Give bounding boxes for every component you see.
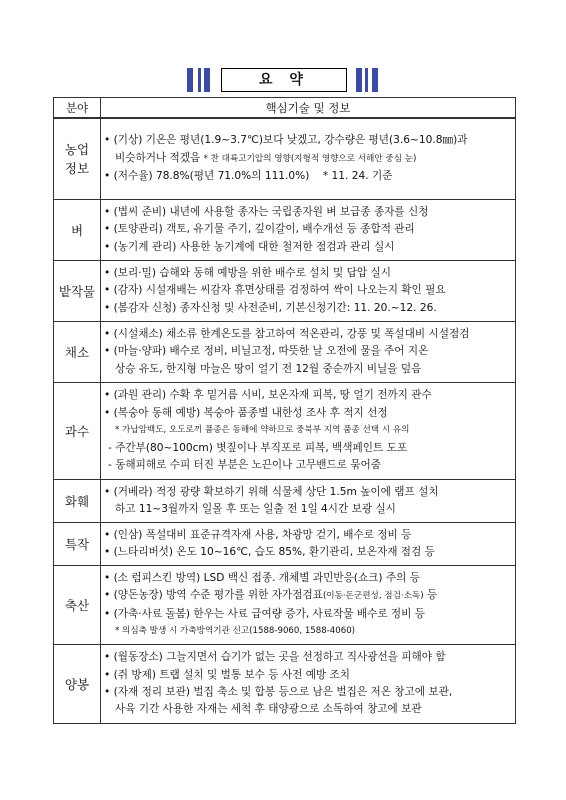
content-text: • (양돈농장) 방역 수준 평가를 위한 자가점검표 xyxy=(104,589,323,602)
content-line: • (기상) 기온은 평년(1.9~3.7℃)보다 낮겠고, 강수량은 평년(3.6~10.8㎜)과 xyxy=(104,134,468,147)
content-note: (이동·돈군편성, 점검·소독) xyxy=(322,591,424,602)
title-decoration-bar xyxy=(372,68,378,92)
row-content xyxy=(101,645,516,724)
content-line: • (토양관리) 객토, 유기물 주기, 깊이갈이, 배수개선 등 종합적 관리 xyxy=(104,223,415,236)
title-decoration-bar xyxy=(198,68,201,92)
content-line: - 주간부(80~100cm) 볏짚이나 부직포로 피복, 백색페인트 도포 xyxy=(108,441,408,454)
category-label: 농업 정보 xyxy=(64,142,90,176)
content-line: • (마늘·양파) 배수로 정비, 비닐고정, 따뜻한 날 오전에 물을 주어 지온 xyxy=(104,345,429,358)
content-line: • (보리·밀) 습해와 동해 예방을 위한 배수로 설치 및 답압 실시 xyxy=(104,266,391,279)
content-text: * 11. 24. 기준 xyxy=(322,170,393,183)
content-line: • (자재 정리 보관) 벌집 축소 및 합봉 등으로 남은 벌집은 저온 창고에 보관, xyxy=(104,686,453,698)
content-text: 등 xyxy=(426,589,438,602)
row-category: 채소 xyxy=(54,322,101,383)
page-title: 요 약 xyxy=(221,68,347,92)
row-category: 과수 xyxy=(54,383,101,480)
content-note: * 의심축 발생 시 가축방역기관 신고(1588-9060, 1588-4060) xyxy=(115,625,356,636)
row-content xyxy=(101,261,516,322)
content-line: • (볍씨 준비) 내년에 사용할 종자는 국립종자원 벼 보급종 종자를 신청 xyxy=(104,205,429,218)
content-line: • (소 럼피스킨 방역) LSD 백신 접종. 개체별 과민반응(쇼크) 주의 등 xyxy=(104,571,420,584)
table-row xyxy=(54,322,516,383)
header-category: 분야 xyxy=(54,98,101,119)
content-line: 하고 11~3월까지 일몰 후 또는 일출 전 1일 4시간 보광 실시 xyxy=(115,503,396,515)
content-note: * 찬 대륙고기압의 영향(지형적 영향으로 서해안 중심 눈) xyxy=(203,153,417,164)
content-text: 비슷하거나 적겠음 xyxy=(115,151,201,164)
title-decoration-bar xyxy=(356,68,362,92)
content-line: • (월동장소) 그늘지면서 습기가 없는 곳을 선정하고 직사광선을 피해야 함 xyxy=(104,651,446,664)
table-row xyxy=(54,480,516,523)
title-decoration-bar xyxy=(365,68,368,92)
content-line: 상승 유도, 한지형 마늘은 땅이 얼기 전 12월 중순까지 비닐을 덮음 xyxy=(115,362,422,375)
content-line: • (봄감자 신청) 종자신청 및 사전준비, 기본신청기간: 11. 20.~12. 26. xyxy=(104,301,437,314)
content-line xyxy=(104,150,512,168)
row-category: 화훼 xyxy=(54,480,101,523)
row-category xyxy=(54,118,101,200)
content-line: • (쥐 방제) 트랩 설치 및 벌통 보수 등 사전 예방 조치 xyxy=(104,668,350,681)
table-row xyxy=(54,261,516,322)
content-line: - 동해피해로 수피 터진 부분은 노끈이나 고무밴드로 묶어줌 xyxy=(108,459,381,472)
title-decoration-bar xyxy=(204,68,210,92)
title-decoration-bar xyxy=(187,68,193,92)
row-category: 벼 xyxy=(54,200,101,261)
row-content xyxy=(101,200,516,261)
row-content xyxy=(101,480,516,523)
row-category: 양봉 xyxy=(54,645,101,724)
content-line: 사육 기간 사용한 자재는 세척 후 태양광으로 소독하여 창고에 보관 xyxy=(115,703,422,716)
content-line: • (거베라) 적정 광량 확보하기 위해 식물체 상단 1.5m 높이에 램프 설치 xyxy=(104,485,439,498)
table-header-row xyxy=(54,98,516,119)
row-category: 축산 xyxy=(54,566,101,645)
content-line: • (농기계 관리) 사용한 농기계에 대한 철저한 점검과 관리 실시 xyxy=(104,240,395,253)
header-content: 핵심기술 및 정보 xyxy=(101,98,516,119)
table-row xyxy=(54,645,516,724)
content-line: • (복숭아 동해 예방) 복숭아 품종별 내한성 조사 후 적지 선정 xyxy=(104,406,388,419)
row-content xyxy=(101,383,516,480)
table-row xyxy=(54,523,516,566)
summary-table xyxy=(53,97,516,724)
content-text: • (저수율) 78.8%(평년 71.0%의 111.0%) xyxy=(104,170,310,183)
content-line: • (가축·사료 돌봄) 한우는 사료 급여량 증가, 사료작물 배수로 정비 등 xyxy=(104,607,425,620)
content-line: • (인삼) 폭설대비 표준규격자재 사용, 차광망 걷기, 배수로 정비 등 xyxy=(104,528,412,541)
content-line: • (느타리버섯) 온도 10~16℃, 습도 85%, 환기관리, 보온자재 점검 등 xyxy=(104,546,435,558)
content-line: • (과원 관리) 수확 후 밑거름 시비, 보온자재 피복, 땅 얼기 전까지 관수 xyxy=(104,389,432,402)
content-line xyxy=(104,587,512,605)
row-content xyxy=(101,523,516,566)
table-row xyxy=(54,118,516,200)
row-content xyxy=(101,118,516,200)
content-line: • (감자) 시설재배는 씨감자 휴면상태를 검정하여 싹이 나오는지 확인 필요 xyxy=(104,284,446,297)
table-row xyxy=(54,383,516,480)
content-line xyxy=(104,168,512,185)
table-row xyxy=(54,566,516,645)
row-content xyxy=(101,322,516,383)
content-note: * 가납암백도, 오도로끼 품종은 동해에 약하므로 중북부 지역 품종 선택 시 유의 xyxy=(115,425,410,436)
row-content xyxy=(101,566,516,645)
table-row xyxy=(54,200,516,261)
content-line: • (시설채소) 채소류 한계온도를 참고하여 적온관리, 강풍 및 폭설대비 시설점검 xyxy=(104,327,470,340)
row-category: 특작 xyxy=(54,523,101,566)
row-category: 밭작물 xyxy=(54,261,101,322)
title-area xyxy=(0,68,566,92)
